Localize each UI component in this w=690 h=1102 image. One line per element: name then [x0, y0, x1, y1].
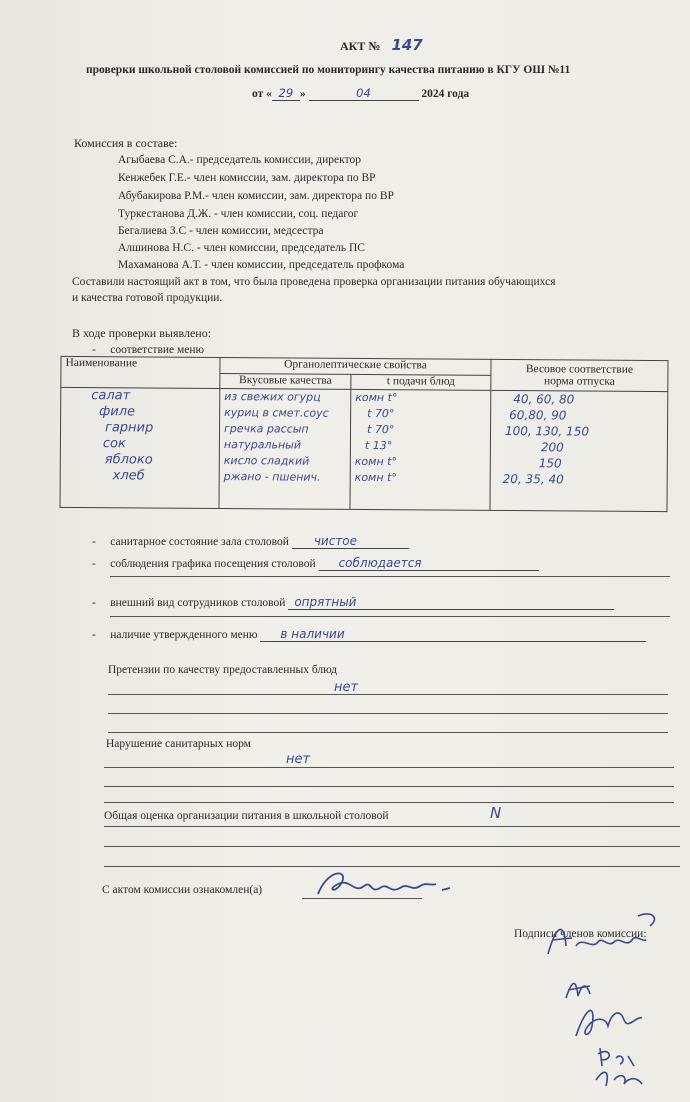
- menu-bullet: - соответствие меню: [92, 344, 205, 356]
- fill-line: [108, 713, 668, 714]
- dish-name: гарнир: [104, 420, 154, 436]
- commission-member: Бегалиева З.С - член комиссии, медсестра: [118, 225, 324, 237]
- date-month: 04: [309, 86, 419, 101]
- overall-value: N: [490, 804, 502, 822]
- check-approved-menu: - наличие утвержденного меню в наличии: [92, 627, 646, 642]
- member-signature: [566, 996, 656, 1046]
- dish-tastes: [219, 388, 351, 509]
- dish-names: [60, 387, 220, 508]
- col-header-taste: Вкусовые качества: [220, 373, 351, 389]
- fill-line: [104, 826, 680, 827]
- fill-line: [110, 576, 670, 577]
- taste-value: ржано - пшенич.: [223, 470, 321, 484]
- fill-line: [104, 786, 674, 787]
- fill-line: [108, 694, 668, 695]
- inspection-heading: В ходе проверки выявлено:: [72, 326, 212, 340]
- weight-value: 100, 130, 150: [504, 423, 590, 439]
- taste-value: из свежих огурц: [224, 390, 321, 404]
- temp-value: t 70°: [367, 407, 395, 421]
- check-sanitary: - санитарное состояние зала столовой чистое: [92, 534, 409, 549]
- act-label: АКТ №: [340, 39, 381, 53]
- sanitary-value: чистое: [292, 534, 409, 549]
- dish-name: яблоко: [104, 452, 153, 468]
- violations-value: нет: [286, 752, 311, 767]
- taste-value: гречка рассып: [223, 422, 309, 436]
- weight-value: 60,80, 90: [509, 408, 567, 423]
- dish-name: хлеб: [112, 468, 145, 484]
- table-row: [60, 387, 668, 511]
- check-schedule: - соблюдения графика посещения столовой соблюдается: [92, 556, 539, 571]
- weight-value: 40, 60, 80: [513, 392, 575, 407]
- temp-value: t 13°: [364, 439, 393, 453]
- temp-value: t 70°: [366, 423, 395, 437]
- violations-label: Нарушение санитарных норм: [106, 738, 251, 750]
- dish-name: сок: [102, 436, 126, 452]
- acquainted-signature: [308, 864, 458, 908]
- act-date: от « 29 » 04 2024 года: [252, 86, 470, 100]
- claims-label: Претензии по качеству предоставленных блюд: [108, 664, 338, 676]
- weight-value: 20, 35, 40: [502, 471, 564, 487]
- temp-value: комн t°: [355, 390, 398, 405]
- act-title: [340, 36, 423, 54]
- commission-intro: Комиссия в составе:: [74, 136, 178, 150]
- act-number: 147: [391, 36, 423, 54]
- col-header-weight: Весовое соответствие норма отпуска: [491, 359, 668, 391]
- commission-member: Алшинова Н.С. - член комиссии, председатель ПС: [118, 242, 365, 254]
- temp-value: комн t°: [354, 454, 398, 469]
- claims-value: нет: [334, 680, 359, 695]
- fill-line: [104, 846, 680, 847]
- fill-line: [104, 767, 674, 768]
- menu-table: [59, 356, 668, 512]
- acquainted-label: С актом комиссии ознакомлен(а): [102, 884, 263, 896]
- signatures-label: Подписи членов комиссии:: [514, 928, 647, 940]
- dish-name: салат: [91, 388, 131, 404]
- schedule-value: соблюдается: [319, 556, 539, 571]
- member-signature: [542, 906, 672, 966]
- fill-line: [104, 802, 674, 803]
- act-subtitle: проверки школьной столовой комиссией по мониторингу качества питанию в КГУ ОШ №11: [86, 64, 571, 76]
- col-header-temp: t подачи блюд: [351, 374, 491, 390]
- date-year: 2024 года: [421, 88, 470, 100]
- approved-value: в наличии: [260, 627, 646, 642]
- temp-value: комн t°: [354, 470, 397, 485]
- fill-line: [110, 616, 670, 617]
- weight-value: 200: [540, 440, 564, 455]
- check-staff: - внешний вид сотрудников столовой опрятный: [92, 595, 614, 610]
- commission-statement-cont: и качества готовой продукции.: [72, 292, 223, 304]
- member-signature: [586, 1040, 656, 1096]
- commission-member: Махаманова А.Т. - член комиссии, председатель профкома: [118, 259, 405, 271]
- taste-value: куриц в смет.соус: [224, 406, 329, 420]
- overall-label: Общая оценка организации питания в школьной столовой: [104, 810, 389, 822]
- commission-member: Агыбаева С.А.- председатель комиссии, директор: [118, 154, 361, 166]
- staff-value: опрятный: [288, 595, 614, 610]
- weight-value: 150: [538, 456, 562, 471]
- col-header-organoleptic: Органолептические свойства: [220, 357, 491, 374]
- taste-value: кисло сладкий: [223, 454, 310, 468]
- dish-weights: [490, 390, 668, 511]
- taste-value: натуральный: [223, 438, 302, 452]
- commission-member: Кенжебек Г.Е.- член комиссии, зам. директора по ВР: [118, 172, 376, 184]
- dish-temps: [350, 389, 491, 510]
- commission-statement: Составили настоящий акт в том, что была проведена проверка организации питания обучающихся: [72, 276, 556, 288]
- commission-member: Абубакирова Р.М.- член комиссии, зам. директора по ВР: [118, 190, 394, 202]
- commission-member: Туркестанова Д.Ж. - член комиссии, соц. педагог: [118, 208, 359, 220]
- dish-name: филе: [99, 404, 136, 420]
- date-day: 29: [272, 86, 300, 101]
- col-header-name: Наименование: [61, 356, 220, 388]
- fill-line: [108, 732, 668, 733]
